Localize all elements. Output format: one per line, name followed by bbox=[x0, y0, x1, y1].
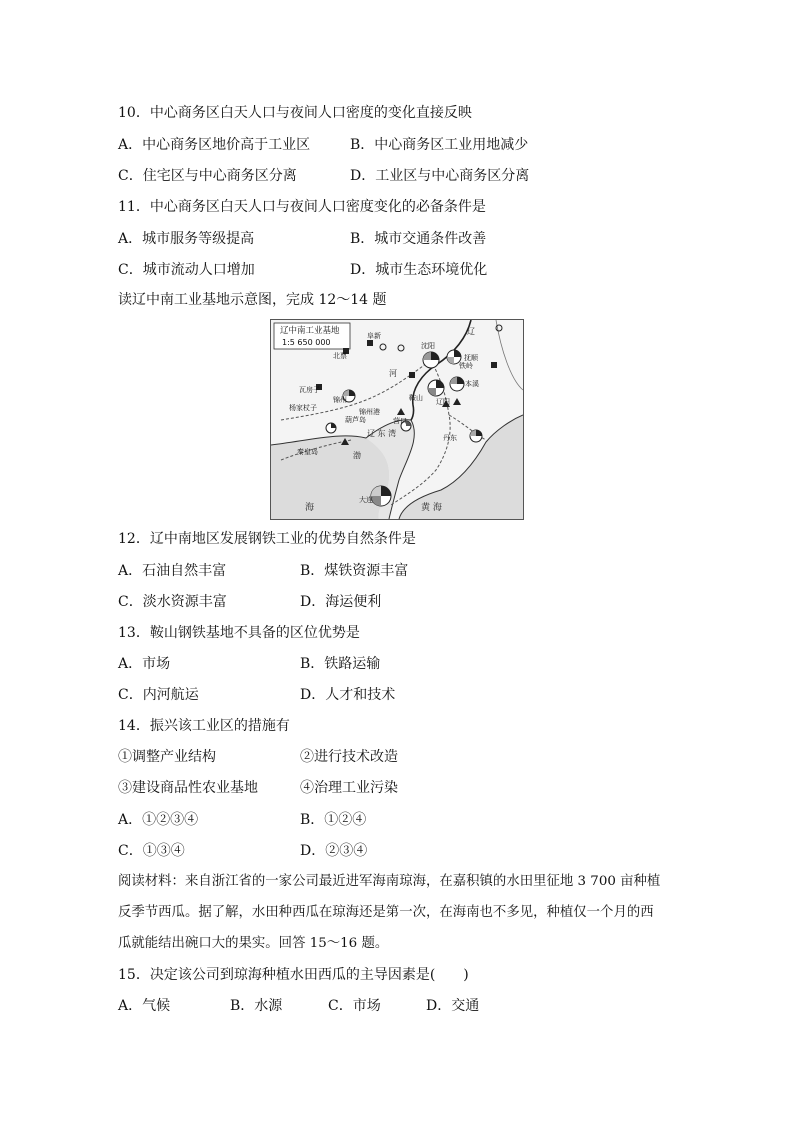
q14-option-a: A．①②③④ bbox=[118, 812, 199, 828]
q12-stem: 12．辽中南地区发展钢铁工业的优势自然条件是 bbox=[118, 531, 416, 547]
mine-anshan bbox=[397, 408, 405, 415]
label-anshan: 鞍山 bbox=[409, 394, 423, 402]
q11-option-b: B．城市交通条件改善 bbox=[350, 231, 487, 247]
label-dalian: 大连 bbox=[359, 496, 373, 504]
label-wafangzi: 瓦房子 bbox=[299, 386, 320, 394]
q14-option-d: D．②③④ bbox=[300, 843, 368, 859]
q11-option-d: D．城市生态环境优化 bbox=[350, 262, 488, 278]
label-liaoyang: 辽阳 bbox=[436, 398, 450, 406]
label-hai: 海 bbox=[305, 503, 315, 513]
bohai-sea bbox=[271, 436, 389, 519]
label-jinzhou: 锦州 bbox=[333, 396, 347, 404]
map-scale: 1:5 650 000 bbox=[282, 338, 331, 347]
q12-option-a: A．石油自然丰富 bbox=[118, 563, 227, 579]
q13-stem: 13．鞍山钢铁基地不具备的区位优势是 bbox=[118, 625, 360, 641]
map-svg bbox=[271, 320, 523, 519]
q11-option-c: C．城市流动人口增加 bbox=[118, 262, 255, 278]
q15-option-d: D．交通 bbox=[426, 998, 480, 1014]
label-shenyang: 沈阳 bbox=[421, 342, 435, 350]
label-liao: 辽 bbox=[467, 327, 475, 336]
q12-option-d: D．海运便利 bbox=[300, 594, 382, 610]
yellow-sea bbox=[399, 415, 523, 519]
label-qinhuangdao: 秦皇岛 bbox=[297, 448, 318, 456]
q14-stem: 14．振兴该工业区的措施有 bbox=[118, 718, 290, 734]
q12-option-b: B．煤铁资源丰富 bbox=[300, 563, 409, 579]
label-beipiao: 北票 bbox=[333, 352, 347, 360]
city-dot-2 bbox=[398, 345, 404, 351]
label-dandong: 丹东 bbox=[443, 434, 457, 442]
marker-fuxin bbox=[367, 340, 373, 346]
marker-tieling bbox=[491, 362, 497, 368]
city-dot-1 bbox=[380, 344, 386, 350]
pie-shenyang bbox=[423, 352, 439, 368]
q10-option-d: D．工业区与中心商务区分离 bbox=[350, 168, 530, 184]
label-jinzhougang: 锦州港 bbox=[359, 408, 380, 416]
q10-option-b: B．中心商务区工业用地减少 bbox=[350, 137, 529, 153]
q14-option-c: C．①③④ bbox=[118, 843, 185, 859]
reading-line-3: 瓜就能结出碗口大的果实。回答 15～16 题。 bbox=[118, 936, 389, 951]
q14-statement-4: ④治理工业污染 bbox=[300, 780, 398, 796]
reading-line-2: 反季节西瓜。据了解，水田种西瓜在琼海还是第一次，在海南也不多见，种植仅一个月的西 bbox=[118, 905, 654, 920]
q10-option-a: A．中心商务区地价高于工业区 bbox=[118, 137, 311, 153]
q15-stem: 15．决定该公司到琼海种植水田西瓜的主导因素是( ) bbox=[118, 967, 469, 983]
q11-stem: 11．中心商务区白天人口与夜间人口密度变化的必备条件是 bbox=[118, 199, 486, 215]
label-fuxin: 阜新 bbox=[367, 332, 381, 340]
q10-stem: 10．中心商务区白天人口与夜间人口密度的变化直接反映 bbox=[118, 105, 472, 121]
label-bo: 渤 bbox=[353, 451, 361, 460]
label-huanghai: 黄 海 bbox=[421, 503, 442, 513]
q15-option-a: A．气候 bbox=[118, 998, 171, 1014]
pie-huludao bbox=[326, 423, 336, 433]
pie-dalian bbox=[371, 486, 391, 506]
q13-option-b: B．铁路运输 bbox=[300, 656, 381, 672]
map-title: 辽中南工业基地 bbox=[280, 326, 340, 336]
q11-option-a: A．城市服务等级提高 bbox=[118, 231, 255, 247]
q13-option-d: D．人才和技术 bbox=[300, 687, 396, 703]
marker-a bbox=[409, 372, 415, 378]
q14-statement-3: ③建设商品性农业基地 bbox=[118, 780, 258, 796]
q14-statement-2: ②进行技术改造 bbox=[300, 749, 398, 765]
label-fushun: 抚顺 bbox=[464, 354, 478, 362]
label-yingkou: 营口 bbox=[393, 417, 407, 425]
q12-option-c: C．淡水资源丰富 bbox=[118, 594, 227, 610]
label-tieling: 铁岭 bbox=[459, 362, 473, 370]
label-benxi: 本溪 bbox=[465, 380, 479, 388]
label-huludao: 葫芦岛 bbox=[345, 416, 366, 424]
pie-anshan bbox=[428, 380, 444, 396]
pie-dandong bbox=[470, 430, 482, 442]
q15-option-c: C．市场 bbox=[328, 998, 381, 1014]
q10-option-c: C．住宅区与中心商务区分离 bbox=[118, 168, 297, 184]
q13-option-c: C．内河航运 bbox=[118, 687, 199, 703]
map-intro: 读辽中南工业基地示意图，完成 12～14 题 bbox=[118, 292, 387, 308]
mine-benxi bbox=[453, 398, 461, 405]
q14-statement-1: ①调整产业结构 bbox=[118, 749, 216, 765]
liaozhongnan-map bbox=[270, 319, 524, 520]
q14-option-b: B．①②④ bbox=[300, 812, 367, 828]
q13-option-a: A．市场 bbox=[118, 656, 171, 672]
label-yangjiazhangzi: 杨家杖子 bbox=[289, 404, 317, 412]
label-he: 河 bbox=[389, 369, 397, 378]
label-liaodongwan: 辽 东 湾 bbox=[367, 429, 397, 438]
pie-benxi bbox=[450, 377, 464, 391]
q15-option-b: B．水源 bbox=[230, 998, 283, 1014]
city-dot-3 bbox=[496, 325, 502, 331]
reading-line-1: 阅读材料：来自浙江省的一家公司最近进军海南琼海，在嘉积镇的水田里征地 3 700 亩种植 bbox=[118, 874, 661, 889]
